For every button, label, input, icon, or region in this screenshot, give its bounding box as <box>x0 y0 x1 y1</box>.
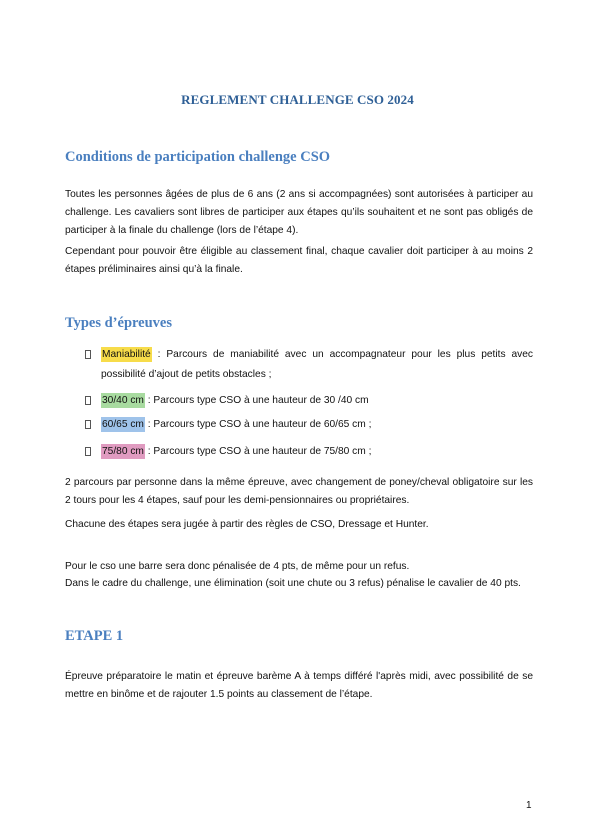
paragraph-penalite: Pour le cso une barre sera donc pénalisée de 4 pts, de même pour un refus. <box>65 561 410 572</box>
paragraph-elimination: Dans le cadre du challenge, une élimination (soit une chute ou 3 refus) pénalise le cavalier de 40 pts. <box>65 578 521 589</box>
list-item-75-80 <box>101 442 533 462</box>
bullet-icon <box>85 447 91 456</box>
list-item-text: : Parcours type CSO à une hauteur de 60/65 cm ; <box>144 419 372 430</box>
list-item-maniabilite <box>101 345 533 385</box>
list-item-text: : Parcours type CSO à une hauteur de 75/80 cm ; <box>144 446 372 457</box>
document-title: REGLEMENT CHALLENGE CSO 2024 <box>181 92 414 107</box>
paragraph-etape-1: Épreuve préparatoire le matin et épreuve barème A à temps différé l'après midi, avec possibilité de se mettre en binôme et de rajouter 1.5 points au classement de l’étape. <box>65 671 533 700</box>
tag-30-40: 30/40 cm <box>102 395 144 406</box>
paragraph-participation: Toutes les personnes âgées de plus de 6 ans (2 ans si accompagnées) sont autorisées à participer au challenge. Les cavaliers sont libres de participer aux étapes qu’ils souhaitent et ne sont pas obligés de participer à la finale du challenge (lors de l’étape 4). <box>65 189 533 236</box>
page-number: 1 <box>526 800 532 811</box>
heading-etape-1: ETAPE 1 <box>65 628 124 644</box>
list-item-30-40 <box>101 391 533 411</box>
heading-conditions: Conditions de participation challenge CSO <box>65 149 331 165</box>
paragraph-regles: Chacune des étapes sera jugée à partir des règles de CSO, Dressage et Hunter. <box>65 519 429 530</box>
heading-types-epreuves: Types d’épreuves <box>65 315 173 331</box>
bullet-icon <box>85 396 91 405</box>
list-item-60-65 <box>101 415 533 435</box>
tag-60-65: 60/65 cm <box>102 419 144 430</box>
bullet-icon <box>85 350 91 359</box>
tag-maniabilite: Maniabilité <box>102 349 151 360</box>
paragraph-eligibility: Cependant pour pouvoir être éligible au classement final, chaque cavalier doit participer à au moins 2 étapes préliminaires ainsi qu’à la finale. <box>65 246 533 275</box>
bullet-icon <box>85 420 91 429</box>
list-item-text: : Parcours de maniabilité avec un accompagnateur pour les plus petits avec possibilité d’ajout de petits obstacles ; <box>101 349 533 380</box>
list-item-text: : Parcours type CSO à une hauteur de 30 /40 cm <box>144 395 369 406</box>
tag-75-80: 75/80 cm <box>102 446 144 457</box>
paragraph-parcours: 2 parcours par personne dans la même épreuve, avec changement de poney/cheval obligatoire sur les 2 tours pour les 4 étapes, sauf pour les demi-pensionnaires ou propriétaires. <box>65 477 533 506</box>
